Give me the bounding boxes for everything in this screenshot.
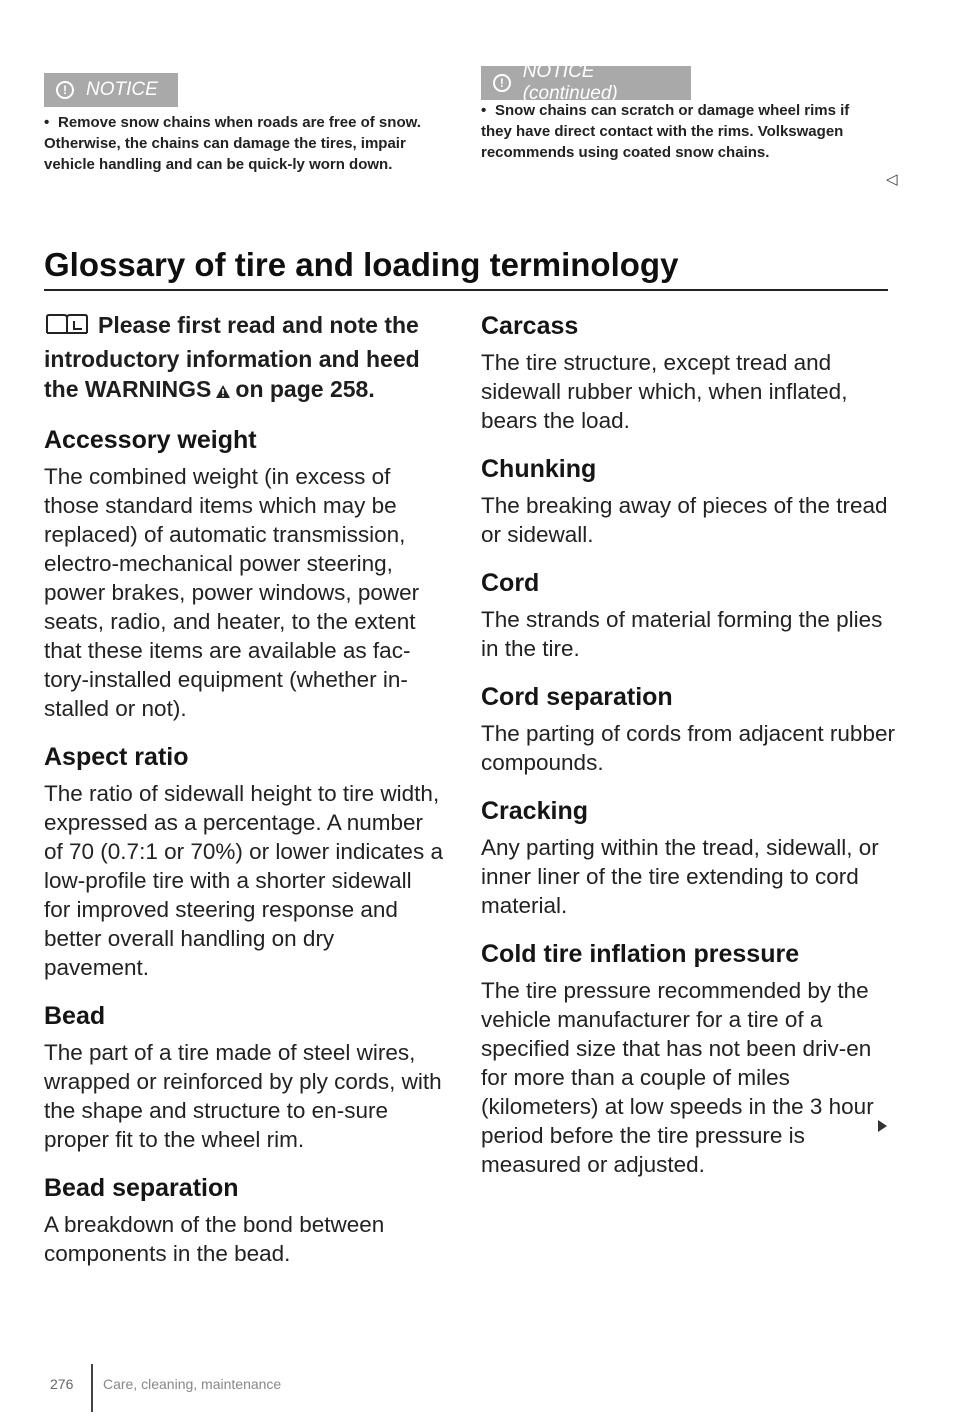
notice-badge: [44, 73, 178, 107]
term-definition: The parting of cords from adjacent rubber compounds.: [481, 721, 895, 775]
intro-page-ref: on page 258.: [235, 376, 375, 402]
term-definition: The ratio of sidewall height to tire width, expressed as a percentage. A number of 70 (0.7:1 or 70%) or lower indicates a low-profile tire with a shorter sidewall for improved steering response and better overall handling on dry pavement.: [44, 781, 443, 980]
notice-continued-label: NOTICE (continued): [522, 61, 618, 104]
glossary-entry: [44, 1172, 444, 1268]
bullet: •: [44, 114, 50, 131]
term-definition: The tire pressure recommended by the vehicle manufacturer for a tire of a specified size that has not been driv-en for more than a couple of miles (kilometers) at low speeds in the 3 hour period before the tire pressure is measured or adjusted.: [481, 978, 874, 1177]
term-heading: Bead separation: [44, 1174, 239, 1202]
term-definition: The breaking away of pieces of the tread or sidewall.: [481, 493, 888, 547]
continue-arrow-icon: [878, 1120, 887, 1132]
term-heading: Cord separation: [481, 683, 673, 711]
glossary-entry: [481, 681, 901, 777]
notice-body: Remove snow chains when roads are free of snow. Otherwise, the chains can damage the tires, impair vehicle handling and can be quick-ly worn down.: [44, 114, 421, 173]
left-column: [44, 310, 444, 1286]
intro-note: [44, 310, 444, 406]
notice-text: [44, 112, 452, 175]
glossary-entry: [481, 938, 901, 1179]
notice-continued-badge: [481, 61, 691, 104]
intro-text: Please first read and note the introductory information and heed the WARNINGS: [44, 312, 420, 402]
right-column: [481, 310, 901, 1197]
section-end-icon: ◁: [886, 171, 898, 188]
term-definition: The combined weight (in excess of those standard items which may be replaced) of automatic transmission, electro-mechanical power steering, power brakes, power windows, power seats, radio, and heater, to the extent that these items are available as fac-tory-installed equipment (whether in-stalled or not).: [44, 464, 420, 721]
chapter-title: Care, cleaning, maintenance: [103, 1376, 282, 1392]
term-heading: Carcass: [481, 312, 579, 340]
term-heading: Chunking: [481, 455, 597, 483]
notice-continued-body: Snow chains can scratch or damage wheel rims if they have direct contact with the rims. Volkswagen recommends using coated snow chains.: [481, 102, 850, 161]
term-definition: The tire structure, except tread and sidewall rubber which, when inflated, bears the load.: [481, 350, 848, 433]
warning-icon: [215, 376, 231, 406]
term-heading: Accessory weight: [44, 426, 257, 454]
page-number: 276: [50, 1376, 74, 1392]
glossary-entry: [44, 741, 444, 982]
glossary-entry: [481, 795, 901, 920]
glossary-entry: [44, 424, 444, 723]
notice-continued-text: [481, 100, 881, 163]
notice-label: NOTICE: [86, 79, 158, 100]
term-definition: A breakdown of the bond between components in the bead.: [44, 1212, 385, 1266]
book-icon: [44, 313, 90, 344]
term-heading: Aspect ratio: [44, 743, 189, 771]
term-heading: Cracking: [481, 797, 588, 825]
glossary-entry: [481, 453, 901, 549]
term-definition: The part of a tire made of steel wires, wrapped or reinforced by ply cords, with the shape and structure to en-sure proper fit to the wheel rim.: [44, 1040, 442, 1152]
term-heading: Bead: [44, 1002, 106, 1030]
section-title: Glossary of tire and loading terminology: [44, 246, 679, 283]
term-definition: The strands of material forming the plies in the tire.: [481, 607, 883, 661]
glossary-entry: [481, 567, 901, 663]
glossary-entry: [44, 1000, 444, 1154]
term-heading: Cold tire inflation pressure: [481, 940, 800, 968]
footer-divider: [91, 1364, 93, 1412]
glossary-entry: [481, 310, 901, 435]
term-heading: Cord: [481, 569, 540, 597]
info-icon: !: [493, 74, 511, 92]
title-underline: [44, 289, 888, 291]
info-icon: !: [56, 81, 74, 99]
term-definition: Any parting within the tread, sidewall, or inner liner of the tire extending to cord material.: [481, 835, 879, 918]
bullet: •: [481, 102, 487, 119]
